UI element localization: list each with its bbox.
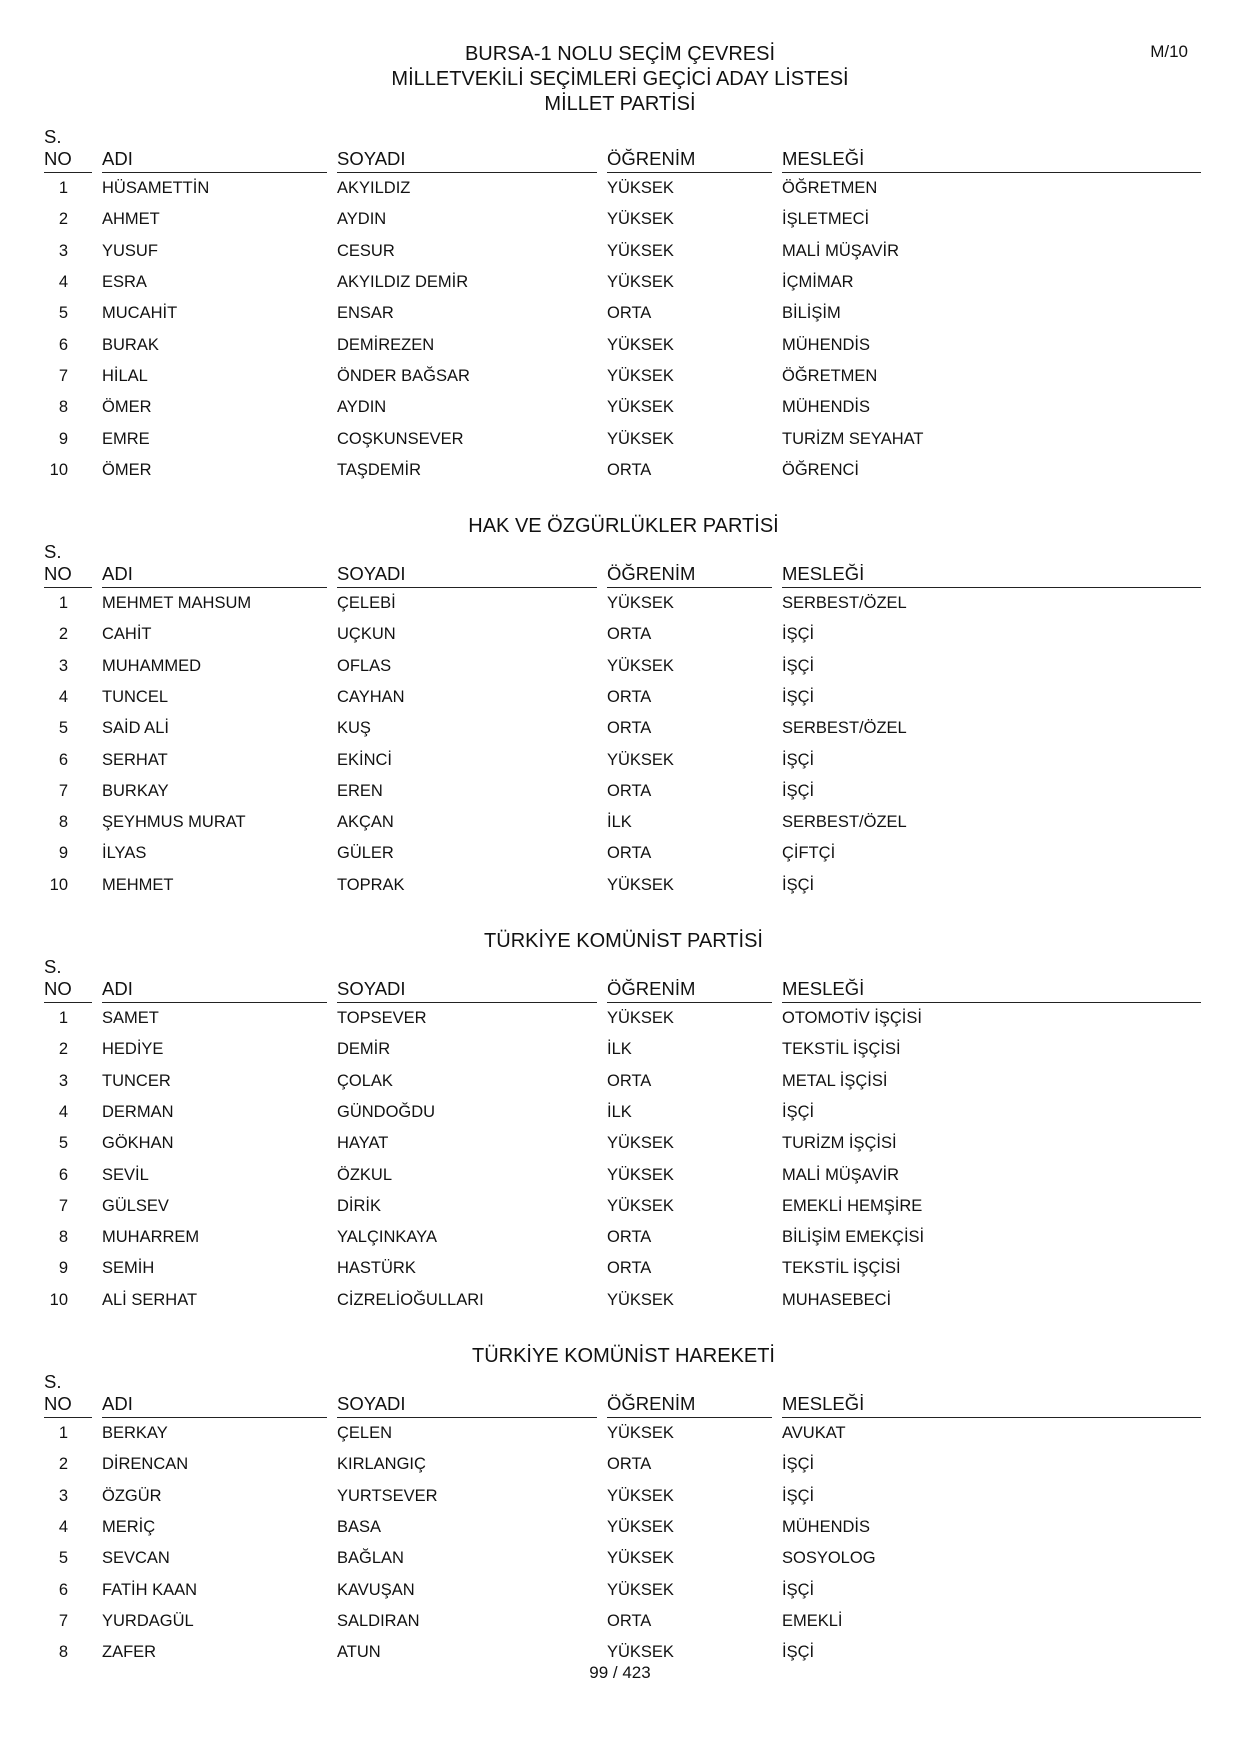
column-header-label: ADI — [102, 148, 327, 173]
table-row — [40, 1034, 1207, 1065]
cell-name: GÜLSEV — [102, 1196, 169, 1215]
cell-education: YÜKSEK — [607, 750, 674, 769]
table-row — [40, 361, 1207, 392]
table-row — [40, 392, 1207, 423]
cell-no: 3 — [58, 1071, 68, 1090]
table-row — [40, 1222, 1207, 1253]
table-row — [40, 682, 1207, 713]
cell-surname: OFLAS — [337, 656, 392, 675]
cell-name: GÖKHAN — [102, 1134, 174, 1153]
document-header — [0, 42, 1240, 117]
cell-name: AHMET — [102, 210, 160, 229]
party-section — [40, 1341, 1207, 1668]
table-row — [40, 776, 1207, 807]
cell-surname: HASTÜRK — [337, 1259, 416, 1278]
column-header-label: S. NO — [44, 126, 92, 173]
cell-no: 4 — [58, 1102, 68, 1121]
candidate-table — [40, 956, 1207, 1316]
column-header-label: S. NO — [44, 541, 92, 588]
cell-name: İLYAS — [102, 844, 147, 863]
cell-profession: SERBEST/ÖZEL — [782, 594, 907, 613]
cell-name: BURAK — [102, 335, 159, 354]
table-row — [40, 455, 1207, 486]
cell-surname: AKYILDIZ — [337, 179, 411, 198]
column-header-label: S. NO — [44, 1371, 92, 1418]
column-header-surname — [333, 1371, 603, 1418]
cell-education: ORTA — [607, 304, 652, 323]
party-section — [40, 511, 1207, 901]
column-header-no — [40, 126, 98, 173]
table-row — [40, 1512, 1207, 1543]
cell-profession: TEKSTİL İŞÇİSİ — [782, 1259, 901, 1278]
table-row — [40, 1606, 1207, 1637]
column-header-label: MESLEĞİ — [782, 1393, 1201, 1418]
cell-education: YÜKSEK — [607, 1643, 674, 1662]
cell-surname: ÇELEN — [337, 1424, 393, 1443]
cell-profession: OTOMOTİV İŞÇİSİ — [782, 1009, 922, 1028]
cell-surname: COŞKUNSEVER — [337, 429, 464, 448]
party-title: TÜRKİYE KOMÜNİST PARTİSİ — [484, 929, 763, 952]
cell-education: YÜKSEK — [607, 179, 674, 198]
cell-no: 6 — [58, 750, 68, 769]
cell-name: MEHMET — [102, 875, 174, 894]
cell-surname: AKÇAN — [337, 813, 394, 832]
column-header-profession — [778, 1371, 1207, 1418]
table-row — [40, 1191, 1207, 1222]
cell-no: 7 — [58, 366, 68, 385]
table-row — [40, 236, 1207, 267]
column-header-label: ADI — [102, 1393, 327, 1418]
column-header-label: MESLEĞİ — [782, 563, 1201, 588]
cell-education: YÜKSEK — [607, 875, 674, 894]
cell-profession: EMEKLİ — [782, 1611, 843, 1630]
cell-surname: CESUR — [337, 241, 395, 260]
cell-no: 2 — [58, 625, 68, 644]
cell-no: 1 — [58, 1009, 68, 1028]
cell-name: DİRENCAN — [102, 1455, 189, 1474]
cell-name: ALİ SERHAT — [102, 1290, 198, 1309]
column-header-label: SOYADI — [337, 978, 597, 1003]
cell-surname: GÜLER — [337, 844, 394, 863]
column-header-no — [40, 1371, 98, 1418]
table-row — [40, 807, 1207, 838]
cell-profession: EMEKLİ HEMŞİRE — [782, 1196, 923, 1215]
cell-name: DERMAN — [102, 1102, 174, 1121]
cell-name: SERHAT — [102, 750, 168, 769]
cell-no: 2 — [58, 210, 68, 229]
cell-surname: AYDIN — [337, 398, 387, 417]
cell-profession: İŞÇİ — [782, 656, 815, 675]
column-header-label: SOYADI — [337, 1393, 597, 1418]
cell-profession: SERBEST/ÖZEL — [782, 719, 907, 738]
column-header-label: ADI — [102, 563, 327, 588]
cell-name: BERKAY — [102, 1424, 168, 1443]
cell-surname: TOPSEVER — [337, 1009, 427, 1028]
cell-profession: İŞÇİ — [782, 625, 815, 644]
cell-education: ORTA — [607, 460, 652, 479]
cell-profession: BİLİŞİM EMEKÇİSİ — [782, 1228, 925, 1247]
cell-education: ORTA — [607, 781, 652, 800]
column-header-surname — [333, 126, 603, 173]
column-header-no — [40, 956, 98, 1003]
cell-name: MEHMET MAHSUM — [102, 594, 252, 613]
table-row — [40, 1159, 1207, 1190]
cell-education: YÜKSEK — [607, 1424, 674, 1443]
cell-name: SEVİL — [102, 1165, 149, 1184]
cell-no: 4 — [58, 688, 68, 706]
cell-profession: TURİZM SEYAHAT — [782, 429, 924, 448]
cell-profession: TEKSTİL İŞÇİSİ — [782, 1040, 901, 1059]
cell-education: ORTA — [607, 1228, 652, 1247]
cell-name: YURDAGÜL — [102, 1611, 194, 1630]
cell-education: ORTA — [607, 1259, 652, 1278]
column-header-label: ÖĞRENİM — [607, 1393, 772, 1418]
column-header-surname — [333, 956, 603, 1003]
column-header-name — [98, 956, 333, 1003]
cell-no: 6 — [58, 1580, 68, 1599]
cell-profession: İŞÇİ — [782, 781, 815, 800]
cell-surname: DEMİR — [337, 1040, 391, 1059]
column-header-label: ÖĞRENİM — [607, 978, 772, 1003]
header-list-title: MİLLETVEKİLİ SEÇİMLERİ GEÇİCİ ADAY LİSTESİ — [391, 68, 849, 90]
table-row — [40, 1481, 1207, 1512]
cell-education: YÜKSEK — [607, 1134, 674, 1153]
cell-no: 3 — [58, 241, 68, 260]
cell-education: YÜKSEK — [607, 1196, 674, 1215]
cell-surname: KIRLANGIÇ — [337, 1455, 426, 1474]
column-header-label: ÖĞRENİM — [607, 148, 772, 173]
table-row — [40, 651, 1207, 682]
cell-no: 7 — [58, 781, 68, 800]
cell-education: ORTA — [607, 1455, 652, 1474]
cell-surname: AKYILDIZ DEMİR — [337, 273, 469, 292]
cell-surname: TAŞDEMİR — [337, 460, 422, 479]
column-header-label: MESLEĞİ — [782, 978, 1201, 1003]
cell-no: 3 — [58, 656, 68, 675]
cell-education: ORTA — [607, 1611, 652, 1630]
table-row — [40, 1097, 1207, 1128]
column-header-education — [603, 541, 778, 588]
table-row — [40, 1449, 1207, 1480]
cell-education: YÜKSEK — [607, 1290, 674, 1309]
table-row — [40, 1003, 1207, 1034]
cell-profession: SERBEST/ÖZEL — [782, 813, 907, 832]
column-header-surname — [333, 541, 603, 588]
column-header-label: SOYADI — [337, 563, 597, 588]
cell-surname: BAĞLAN — [337, 1549, 404, 1568]
cell-education: YÜKSEK — [607, 1009, 674, 1028]
column-header-label: SOYADI — [337, 148, 597, 173]
cell-surname: UÇKUN — [337, 625, 396, 644]
table-header-row — [40, 126, 1207, 173]
cell-surname: AYDIN — [337, 210, 387, 229]
cell-name: CAHİT — [102, 625, 152, 644]
table-row — [40, 713, 1207, 744]
cell-profession: MALİ MÜŞAVİR — [782, 241, 900, 260]
cell-name: HİLAL — [102, 366, 148, 385]
cell-surname: ENSAR — [337, 304, 394, 323]
cell-education: İLK — [607, 1040, 632, 1059]
cell-education: YÜKSEK — [607, 1517, 674, 1536]
cell-education: YÜKSEK — [607, 398, 674, 417]
table-row — [40, 1418, 1207, 1449]
cell-name: SAİD ALİ — [102, 719, 169, 738]
cell-no: 6 — [58, 335, 68, 354]
cell-profession: İŞÇİ — [782, 1455, 815, 1474]
cell-no: 10 — [49, 1290, 68, 1309]
column-header-profession — [778, 541, 1207, 588]
cell-profession: ÖĞRETMEN — [782, 179, 878, 198]
table-row — [40, 744, 1207, 775]
cell-no: 8 — [58, 398, 68, 417]
party-section — [40, 126, 1207, 486]
cell-education: YÜKSEK — [607, 656, 674, 675]
cell-no: 2 — [58, 1040, 68, 1059]
column-header-education — [603, 956, 778, 1003]
cell-no: 6 — [58, 1165, 68, 1184]
cell-surname: BASA — [337, 1517, 382, 1536]
cell-education: YÜKSEK — [607, 1580, 674, 1599]
column-header-name — [98, 1371, 333, 1418]
cell-name: SAMET — [102, 1009, 159, 1028]
cell-no: 5 — [58, 1549, 68, 1568]
cell-name: BURKAY — [102, 781, 169, 800]
cell-surname: CİZRELİOĞULLARI — [337, 1290, 484, 1309]
cell-education: YÜKSEK — [607, 429, 674, 448]
cell-no: 8 — [58, 1228, 68, 1247]
cell-profession: İŞÇİ — [782, 1102, 815, 1121]
table-row — [40, 619, 1207, 650]
table-row — [40, 1285, 1207, 1316]
table-header-row — [40, 1371, 1207, 1418]
party-title: TÜRKİYE KOMÜNİST HAREKETİ — [471, 1344, 775, 1367]
cell-surname: YURTSEVER — [337, 1486, 438, 1505]
cell-name: ŞEYHMUS MURAT — [102, 813, 246, 832]
cell-name: MUCAHİT — [102, 304, 178, 323]
cell-no: 4 — [58, 1517, 68, 1536]
cell-profession: İŞLETMECİ — [782, 210, 870, 229]
table-row — [40, 1543, 1207, 1574]
table-header-row — [40, 956, 1207, 1003]
cell-no: 8 — [58, 1643, 68, 1662]
cell-profession: ÖĞRETMEN — [782, 366, 878, 385]
cell-surname: EKİNCİ — [337, 750, 393, 769]
cell-education: YÜKSEK — [607, 210, 674, 229]
table-row — [40, 298, 1207, 329]
cell-education: YÜKSEK — [607, 1165, 674, 1184]
cell-name: ÖMER — [102, 398, 152, 417]
cell-education: ORTA — [607, 625, 652, 644]
cell-name: ESRA — [102, 273, 147, 292]
party-section — [40, 926, 1207, 1316]
cell-profession: TURİZM İŞÇİSİ — [782, 1134, 897, 1153]
cell-education: YÜKSEK — [607, 1549, 674, 1568]
cell-education: YÜKSEK — [607, 241, 674, 260]
cell-name: FATİH KAAN — [102, 1580, 198, 1599]
table-row — [40, 423, 1207, 454]
page-number: 99 / 423 — [589, 1663, 651, 1682]
cell-name: SEMİH — [102, 1259, 155, 1278]
column-header-label: MESLEĞİ — [782, 148, 1201, 173]
cell-surname: ÖNDER BAĞSAR — [337, 366, 470, 385]
cell-no: 10 — [49, 460, 68, 479]
cell-surname: KAVUŞAN — [337, 1580, 415, 1599]
column-header-label: S. NO — [44, 956, 92, 1003]
page-code: M/10 — [1150, 42, 1188, 61]
cell-surname: DEMİREZEN — [337, 335, 435, 354]
column-header-education — [603, 1371, 778, 1418]
cell-education: YÜKSEK — [607, 594, 674, 613]
column-header-label: ÖĞRENİM — [607, 563, 772, 588]
cell-education: İLK — [607, 1102, 632, 1121]
cell-profession: İŞÇİ — [782, 1486, 815, 1505]
table-row — [40, 838, 1207, 869]
cell-no: 9 — [58, 844, 68, 863]
cell-surname: ÇOLAK — [337, 1071, 393, 1090]
table-row — [40, 1066, 1207, 1097]
cell-no: 1 — [58, 179, 68, 198]
header-first-party: MİLLET PARTİSİ — [544, 93, 696, 115]
table-row — [40, 870, 1207, 901]
cell-name: YUSUF — [102, 241, 158, 260]
cell-no: 1 — [58, 1424, 68, 1443]
cell-education: YÜKSEK — [607, 366, 674, 385]
cell-no: 7 — [58, 1611, 68, 1630]
cell-surname: KUŞ — [337, 719, 371, 738]
cell-profession: İŞÇİ — [782, 1580, 815, 1599]
table-row — [40, 204, 1207, 235]
table-row — [40, 1253, 1207, 1284]
cell-no: 1 — [58, 594, 68, 613]
cell-name: MUHAMMED — [102, 656, 201, 675]
column-header-name — [98, 126, 333, 173]
cell-surname: SALDIRAN — [337, 1611, 420, 1630]
cell-no: 8 — [58, 813, 68, 832]
cell-name: MERİÇ — [102, 1517, 156, 1536]
cell-surname: ATUN — [337, 1643, 381, 1662]
cell-profession: SOSYOLOG — [782, 1549, 876, 1568]
cell-profession: ÇİFTÇİ — [782, 844, 836, 863]
cell-name: TUNCER — [102, 1071, 171, 1090]
cell-no: 7 — [58, 1196, 68, 1215]
cell-education: ORTA — [607, 719, 652, 738]
cell-profession: İŞÇİ — [782, 688, 815, 706]
candidate-table — [40, 126, 1207, 486]
cell-profession: ÖĞRENCİ — [782, 460, 860, 479]
cell-surname: TOPRAK — [337, 875, 405, 894]
cell-no: 3 — [58, 1486, 68, 1505]
cell-profession: İŞÇİ — [782, 1643, 815, 1662]
cell-surname: GÜNDOĞDU — [337, 1102, 436, 1121]
cell-profession: MALİ MÜŞAVİR — [782, 1165, 900, 1184]
cell-profession: MÜHENDİS — [782, 398, 871, 417]
cell-education: YÜKSEK — [607, 1486, 674, 1505]
column-header-profession — [778, 126, 1207, 173]
candidate-sections — [40, 126, 1207, 1693]
cell-name: MUHARREM — [102, 1228, 200, 1247]
table-row — [40, 329, 1207, 360]
cell-profession: MÜHENDİS — [782, 1517, 871, 1536]
cell-profession: İŞÇİ — [782, 750, 815, 769]
header-constituency: BURSA-1 NOLU SEÇİM ÇEVRESİ — [464, 43, 776, 65]
cell-no: 9 — [58, 1259, 68, 1278]
cell-surname: DİRİK — [337, 1196, 382, 1215]
cell-profession: BİLİŞİM — [782, 304, 841, 323]
cell-education: ORTA — [607, 688, 652, 706]
cell-profession: MUHASEBECİ — [782, 1290, 892, 1309]
table-row — [40, 1574, 1207, 1605]
cell-surname: HAYAT — [337, 1134, 389, 1153]
cell-name: HEDİYE — [102, 1040, 164, 1059]
cell-no: 9 — [58, 429, 68, 448]
cell-surname: CAYHAN — [337, 688, 405, 706]
table-row — [40, 267, 1207, 298]
cell-no: 5 — [58, 1134, 68, 1153]
cell-surname: YALÇINKAYA — [337, 1228, 437, 1247]
cell-profession: MÜHENDİS — [782, 335, 871, 354]
cell-name: ÖZGÜR — [102, 1486, 162, 1505]
candidate-table — [40, 1371, 1207, 1668]
cell-name: ZAFER — [102, 1643, 157, 1662]
column-header-name — [98, 541, 333, 588]
cell-name: TUNCEL — [102, 688, 169, 706]
table-row — [40, 1128, 1207, 1159]
cell-no: 5 — [58, 719, 68, 738]
cell-name: ÖMER — [102, 460, 152, 479]
cell-no: 10 — [49, 875, 68, 894]
cell-name: SEVCAN — [102, 1549, 170, 1568]
column-header-label: ADI — [102, 978, 327, 1003]
candidate-table — [40, 541, 1207, 901]
cell-name: HÜSAMETTİN — [102, 179, 210, 198]
column-header-no — [40, 541, 98, 588]
cell-no: 2 — [58, 1455, 68, 1474]
cell-education: ORTA — [607, 844, 652, 863]
cell-profession: METAL İŞÇİSİ — [782, 1071, 888, 1090]
cell-education: ORTA — [607, 1071, 652, 1090]
column-header-profession — [778, 956, 1207, 1003]
cell-name: EMRE — [102, 429, 150, 448]
cell-surname: ÇELEBİ — [337, 594, 396, 613]
cell-education: YÜKSEK — [607, 273, 674, 292]
table-row — [40, 588, 1207, 619]
cell-no: 4 — [58, 273, 68, 292]
party-title: HAK VE ÖZGÜRLÜKLER PARTİSİ — [468, 514, 779, 537]
cell-profession: İÇMİMAR — [782, 273, 854, 292]
cell-surname: EREN — [337, 781, 383, 800]
cell-education: YÜKSEK — [607, 335, 674, 354]
cell-profession: İŞÇİ — [782, 875, 815, 894]
table-header-row — [40, 541, 1207, 588]
table-row — [40, 173, 1207, 204]
cell-surname: ÖZKUL — [337, 1165, 393, 1184]
cell-education: İLK — [607, 813, 632, 832]
column-header-education — [603, 126, 778, 173]
cell-no: 5 — [58, 304, 68, 323]
cell-profession: AVUKAT — [782, 1424, 846, 1443]
